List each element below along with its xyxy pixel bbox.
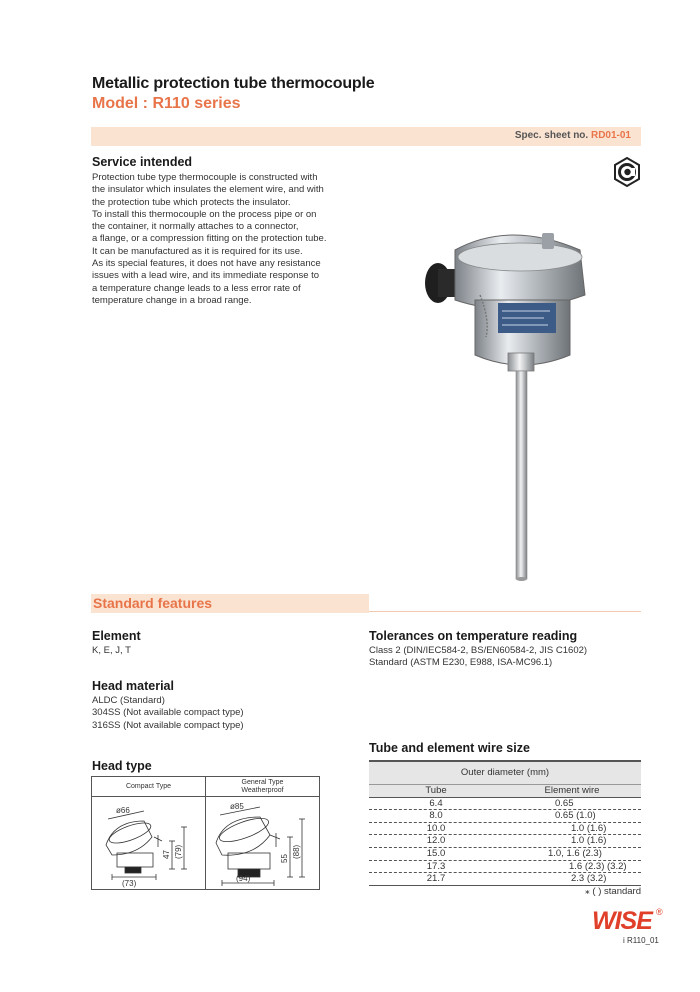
general-h2-label: (88) <box>292 844 301 859</box>
tube-wire-table <box>369 760 641 886</box>
head-type-table <box>91 776 320 890</box>
general-type-caption <box>206 777 319 797</box>
compact-width-label: (73) <box>122 879 137 888</box>
element-value: K, E, J, T <box>92 645 131 656</box>
thermocouple-photo <box>420 225 600 585</box>
wire-cell: 2.3 (3.2) <box>571 873 607 885</box>
table-row <box>369 810 641 823</box>
service-line: the insulator which insulates the element wire, and with <box>92 184 324 196</box>
service-description <box>92 172 382 307</box>
head-material-heading: Head material <box>92 679 174 693</box>
table-row <box>369 848 641 861</box>
compact-head-drawing <box>92 797 205 889</box>
head-material-list <box>92 695 244 732</box>
wire-cell: 1.0 (1.6) <box>571 835 607 847</box>
service-line: As its special features, it does not have any resistance <box>92 258 321 270</box>
registered-mark: ® <box>656 907 663 917</box>
compact-caption-text: Compact Type <box>125 782 171 790</box>
tube-cell: 10.0 <box>426 822 446 834</box>
element-heading: Element <box>92 629 141 643</box>
service-line: the protection tube which protects the insulator. <box>92 196 291 208</box>
wire-cell: 1.0, 1.6 (2.3) <box>548 847 602 859</box>
wire-cell: 0.65 (1.0) <box>555 810 596 822</box>
service-line: a flange, or a compression fitting on the protection tube. <box>92 233 327 245</box>
standard-note: ⁎ ( ) standard <box>585 886 641 897</box>
tube-cell: 6.4 <box>429 797 443 809</box>
service-line: a temperature change leads to a less error rate of <box>92 282 301 294</box>
spec-sheet-number <box>515 130 631 141</box>
tube-cell: 8.0 <box>429 810 443 822</box>
table-row <box>369 798 641 811</box>
tolerances-heading: Tolerances on temperature reading <box>369 629 578 643</box>
service-line: To install this thermocouple on the process pipe or on <box>92 208 317 220</box>
standard-features-bar <box>91 594 369 613</box>
standard-features-heading: Standard features <box>93 595 213 611</box>
service-line: It can be manufactured as it is required for its use. <box>92 245 303 257</box>
service-line: temperature change in a broad range. <box>92 294 252 306</box>
table-row <box>369 873 641 886</box>
general-type-cell <box>206 777 319 889</box>
spec-sheet-no: RD01-01 <box>590 130 631 141</box>
service-line: issues with a lead wire, and its immediate response to <box>92 270 320 282</box>
service-line: the container, it normally attaches to a connector, <box>92 221 299 233</box>
model-subtitle: Model : R110 series <box>92 95 241 112</box>
service-heading: Service intended <box>92 155 193 169</box>
table-header-row <box>369 784 641 798</box>
general-h1-label: 55 <box>280 854 289 863</box>
table-row <box>369 861 641 874</box>
general-head-drawing <box>206 797 319 889</box>
tube-cell: 17.3 <box>426 860 446 872</box>
wire-cell: 1.0 (1.6) <box>571 822 607 834</box>
compact-dia-label: ø66 <box>116 806 130 815</box>
table-row <box>369 823 641 836</box>
general-caption-line2: Weatherproof <box>241 786 284 794</box>
wire-cell: 1.6 (2.3) (3.2) <box>569 860 627 872</box>
wire-cell: 0.65 <box>555 797 574 809</box>
certification-mark-icon <box>612 157 642 187</box>
compact-h2-label: (79) <box>174 844 183 859</box>
tube-column-header: Tube <box>425 785 447 796</box>
compact-h1-label: 47 <box>162 850 171 859</box>
page-identifier: i R110_01 <box>623 936 659 945</box>
head-material-line: ALDC (Standard) <box>92 695 165 706</box>
wise-logo <box>590 905 670 935</box>
table-row <box>369 835 641 848</box>
logo-wordmark: WISE <box>592 907 652 935</box>
head-material-line: 316SS (Not available compact type) <box>92 719 244 731</box>
tube-wire-heading: Tube and element wire size <box>369 741 530 755</box>
compact-type-cell <box>92 777 206 889</box>
outer-diameter-caption: Outer diameter (mm) <box>369 762 641 784</box>
spec-sheet-bar <box>91 127 641 146</box>
compact-type-caption <box>92 777 205 797</box>
head-material-line: 304SS (Not available compact type) <box>92 707 244 719</box>
tube-cell: 12.0 <box>426 835 446 847</box>
tube-cell: 21.7 <box>426 873 446 885</box>
head-type-heading: Head type <box>92 759 152 773</box>
general-dia-label: ø85 <box>230 802 244 811</box>
wire-column-header: Element wire <box>544 785 600 796</box>
page-title: Metallic protection tube thermocouple <box>92 75 375 92</box>
general-caption-line1: General Type <box>241 778 284 786</box>
tolerance-line: Class 2 (DIN/IEC584-2, BS/EN60584-2, JIS C1602) <box>369 645 588 656</box>
service-line: Protection tube type thermocouple is constructed with <box>92 172 318 183</box>
tolerance-line: Standard (ASTM E230, E988, ISA-MC96.1) <box>369 657 553 669</box>
general-width-label: (94) <box>236 874 251 883</box>
spec-sheet-label: Spec. sheet no. <box>514 130 589 141</box>
section-divider <box>369 611 641 612</box>
tolerances-list <box>369 645 587 670</box>
tube-cell: 15.0 <box>426 847 446 859</box>
